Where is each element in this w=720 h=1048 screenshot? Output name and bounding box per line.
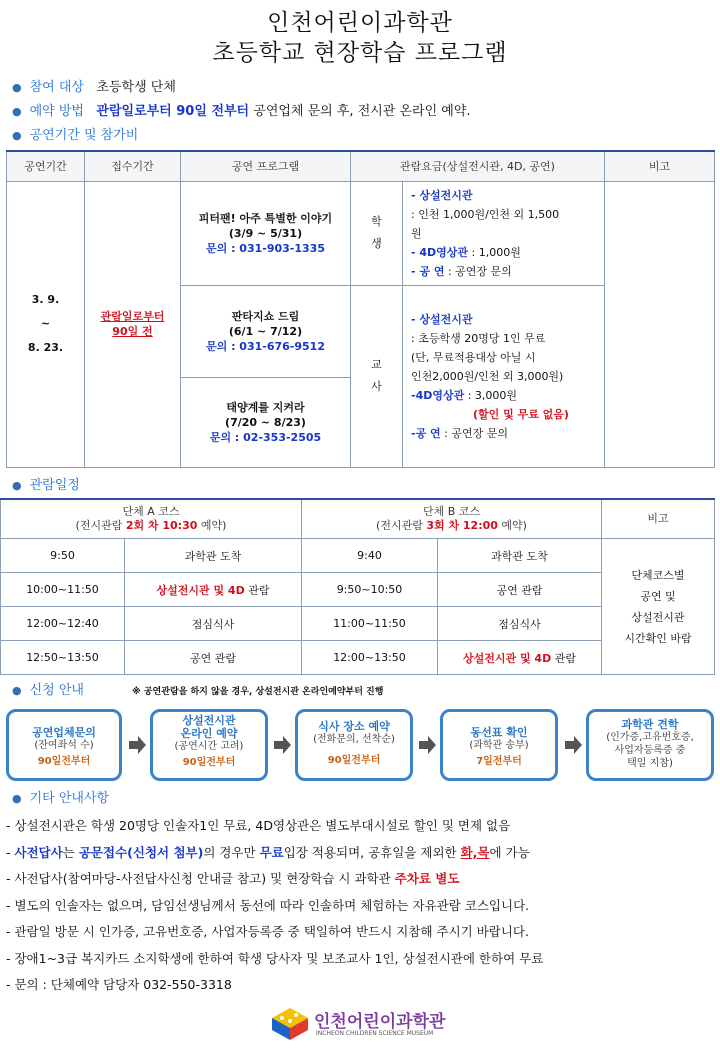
table-row: 12:50~13:50 공연 관람 12:00~13:50 상설전시관 및 4D 관람 [1,641,715,675]
method-row [0,100,720,124]
arrow-right-icon [127,735,147,755]
list-item: - 관람일 방문 시 인가증, 고유번호증, 사업자등록증 중 택일하여 반드시 지참해 주시기 바랍니다. [6,924,529,939]
logo-subtext: INCHEON CHILDREN SCIENCE MUSEUM [316,1030,434,1037]
method-highlight: 관람일로부터 90일 전부터 [96,104,250,119]
teacher-label: 교 사 [351,285,403,467]
student-label: 학 생 [351,181,403,285]
fee-table [6,150,715,468]
bullet-icon: ● [12,105,22,118]
arrow-right-icon [417,735,437,755]
reception-cell: 관람일로부터 90일 전 [85,181,181,467]
schedule-section-heading: ● 관람일정 [12,477,80,493]
title-line-1: 인천어린이과학관 [267,10,453,36]
target-row [0,76,720,100]
logo-mark-icon [270,1006,310,1042]
method-rest: 공연업체 문의 후, 전시관 온라인 예약. [249,104,471,119]
program-contact: 문의 : 031-903-1335 [206,241,325,255]
flow-step-3: 식사 장소 예약 (전화문의, 선착순) 90일전부터 [295,709,413,781]
schedule-header [1,499,715,539]
bullet-icon: ● [12,792,22,805]
flow-step-1: 공연업체문의 (잔여좌석 수) 90일전부터 [6,709,122,781]
flow-step-5: 과학관 견학 (인가증,고유번호증, 사업자등록증 중 택일 지참) [586,709,714,781]
apply-note: ※ 공연관람을 하지 않을 경우, 상설전시관 온라인예약부터 진행 [131,687,384,697]
course-b-header: 단체 B 코스 (전시관람 3회 차 12:00 예약) [302,499,602,539]
col-reception: 접수기간 [85,151,181,181]
table-row: 10:00~11:50 상설전시관 및 4D 관람 9:50~10:50 공연 관람 [1,573,715,607]
schedule-note: 단체코스별 공연 및 상설전시관 시간확인 바람 [602,539,715,675]
notes-list [0,813,720,999]
program-cell: 태양계를 지켜라 (7/20 ~ 8/23) 문의 : 02-353-2505 [181,377,351,467]
program-cell: 피터팬! 아주 특별한 이야기 (3/9 ~ 5/31) 문의 : 031-903-1335 [181,181,351,285]
list-item: - 문의 : 단체예약 담당자 032-550-3318 [6,977,232,992]
teacher-fee: - 상설전시관 : 초등학생 20명당 1인 무료 (단, 무료적용대상 아닐 시 인천2,000원/인천 외 3,000원) -4D영상관 : 3,000원 (할인 및 무료 없음) -공 연 : 공연장 문의 [403,285,605,467]
page-title [0,8,720,68]
bullet-icon: ● [12,684,22,697]
schedule-note-header: 비고 [602,499,715,539]
arrow-right-icon [272,735,292,755]
apply-flow [0,705,720,793]
method-label: 예약 방법 [29,104,84,119]
course-a-header: 단체 A 코스 (전시관람 2회 차 10:30 예약) [1,499,302,539]
logo-text: 인천어린이과학관 [314,1012,446,1032]
flow-step-4: 동선표 확인 (과학관 송부) 7일전부터 [440,709,558,781]
table-row: 12:00~12:40 점심식사 11:00~11:50 점심식사 [1,607,715,641]
col-note: 비고 [605,151,715,181]
program-contact: 문의 : 02-353-2505 [209,430,322,444]
target-label: 참여 대상 [29,80,84,95]
col-fee: 관람요금(상설전시관, 4D, 공연) [351,151,605,181]
museum-logo [270,1006,470,1044]
program-contact: 문의 : 031-676-9512 [206,339,325,353]
table-row: 9:50 과학관 도착 9:40 과학관 도착 단체코스별 공연 및 상설전시관 시간확인 바람 [1,539,715,573]
student-fee: - 상설전시관 : 인천 1,000원/인천 외 1,500 원 - 4D영상관 : 1,000원 - 공 연 : 공연장 문의 [403,181,605,285]
bullet-icon: ● [12,478,22,492]
list-item: - 상설전시관은 학생 20명당 인솔자1인 무료, 4D영상관은 별도부대시설로 할인 및 면제 없음 [6,818,511,833]
apply-section-heading: ● 신청 안내 ※ 공연관람을 하지 않을 경우, 상설전시관 온라인예약부터 진행 [12,683,384,698]
period-cell: 3. 9. ~ 8. 23. [7,181,85,467]
list-item: - 사전답사는 공문접수(신청서 첨부)의 경우만 무료입장 적용되며, 공휴일을 제외한 화,목에 가능 [6,844,530,860]
col-program: 공연 프로그램 [181,151,351,181]
title-line-2: 초등학교 현장학습 프로그램 [212,40,508,66]
list-item: - 별도의 인솔자는 없으며, 담임선생님께서 동선에 따라 인솔하며 체험하는 자유관람 코스입니다. [6,897,530,913]
bullet-icon: ● [12,81,22,94]
period-section-heading: ● 공연기간 및 참가비 [12,128,139,143]
arrow-right-icon [563,735,583,755]
col-period: 공연기간 [7,151,85,181]
list-item: - 사전답사(참여마당-사전답사신청 안내글 참고) 및 현장학습 시 과학관 주차료 별도 [6,871,460,886]
schedule-table [0,498,715,676]
list-item: - 장애1~3급 복지카드 소지학생에 한하여 학생 당사자 및 보조교사 1인, 상설전시관에 한하여 무료 [6,950,544,966]
fee-note-cell [605,181,715,467]
program-cell: 판타지쇼 드림 (6/1 ~ 7/12) 문의 : 031-676-9512 [181,285,351,377]
etc-section-heading: ● 기타 안내사항 [12,791,110,806]
bullet-icon: ● [12,129,22,142]
fee-table-header [7,151,715,181]
flow-step-2: 상설전시관 온라인 예약 (공연시간 고려) 90일전부터 [150,709,268,781]
target-value: 초등학생 단체 [96,80,176,95]
